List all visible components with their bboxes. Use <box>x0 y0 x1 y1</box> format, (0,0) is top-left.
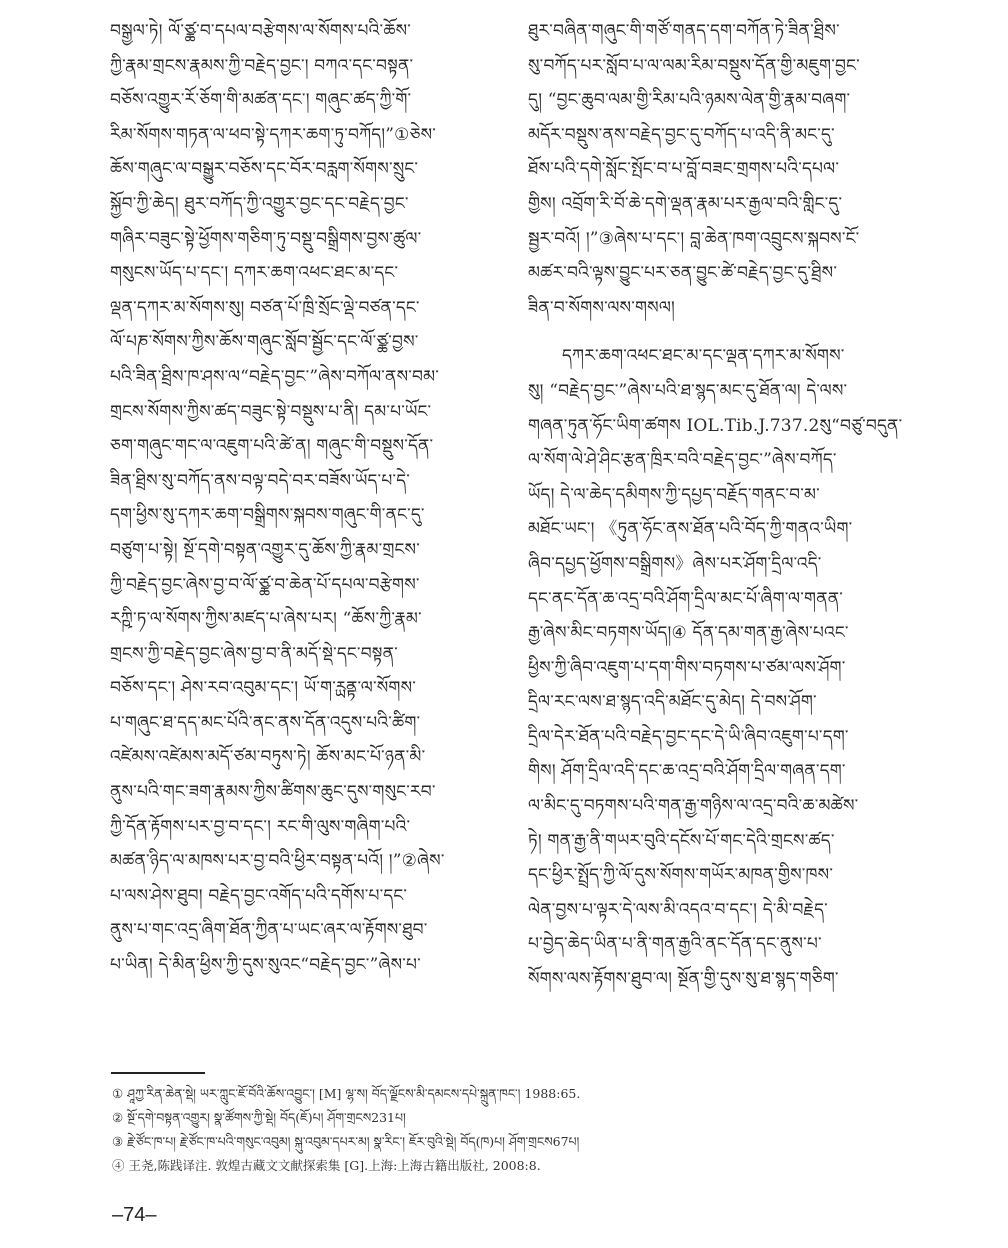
footnotes <box>112 1082 912 1178</box>
text-line: ཟིན་ཐྲིས་སུ་བཀོད་ནས་བལྟ་བདེ་བར་བཟོས་ཡོད་པ་དེ་ <box>110 470 411 491</box>
text-line: སུ། “བརྗེད་བྱང་”ཞེས་པའི་ཐ་སྙད་མང་དུ་ཐོན་ལ། དེ་ལས་ <box>528 380 848 401</box>
right-column <box>528 14 923 997</box>
text-line: ཞིབ་དཔྱད་ཕྱོགས་བསྒྲིགས》ཞེས་པར་ཤོག་དྲིལ་འདི་ <box>528 553 822 574</box>
text-line: ཡོད། དེ་ལ་ཆེད་དམིགས་ཀྱི་དཔྱད་བརྗོད་གནང་བ་མ་ <box>528 484 820 505</box>
text-line: པའི་ཟིན་ཐྲིས་ཁ་ཤས་ལ“བརྗེད་བྱང་”ཞེས་བཀོལ་ནས་བམ་ <box>110 366 440 387</box>
text-line: ལེན་བྱས་པ་ལྟར་དེ་ལས་མི་འདའ་བ་དང་། དེ་མི་བརྗེད་ <box>528 899 828 920</box>
text-line: པ་གཞུང་ཐ་དད་མང་པོའི་ནང་ནས་དོན་འདུས་པའི་ཚིག་ <box>110 712 421 733</box>
paragraph-gap <box>528 325 923 339</box>
text-line: སྐྱོབ་ཀྱི་ཆེད། ཐུར་བཀོད་ཀྱི་འགྱུར་བྱང་དང་བརྗེད་བྱང་ <box>110 193 409 214</box>
footnote-1: ① ཤཱཀྱ་རིན་ཆེན་སྡེ། ཡར་ཀླུང་ཇོ་བོའི་ཆོས་འབྱུང་། [M] ལྷ་ས། བོད་ལྗོངས་མི་དམངས་དཔེ་སྐྲུན་ཁང་། 1988:65. <box>112 1086 581 1101</box>
footnote-4: ④ 王尧,陈践译注. 敦煌古藏文文献探索集 [G].上海:上海古籍出版社, 2008:8. <box>112 1158 541 1173</box>
text-line: རཀྵི་ཏ་ལ་སོགས་ཀྱིས་མཛད་པ་ཞེས་པར། “ཆོས་ཀྱི་རྣམ་ <box>110 609 422 630</box>
text-line: དུ། “བྱང་ཆུབ་ལམ་གྱི་རིམ་པའི་ཉམས་ལེན་གྱི་རྣམ་བཞག་ <box>528 90 851 111</box>
text-line: གསུངས་ཡོད་པ་དང་། དཀར་ཆག་འཕང་ཐང་མ་དང་ <box>110 263 399 284</box>
text-line: ཀྱི་དོན་རྟོགས་པར་བྱ་བ་དང་། རང་གི་ལུས་གཞིག་པའི་ <box>110 816 411 837</box>
text-line: དང་ཕྱིར་སྤྲོད་ཀྱི་ལོ་དུས་སོགས་གཡོར་མཁན་གྱིས་ཁས་ <box>528 865 834 886</box>
text-line: དག་ཕྱིས་སུ་དཀར་ཆག་བསྒྲིགས་སྐབས་གཞུང་གི་ནང་དུ་ <box>110 505 425 526</box>
text-line: བཅོས་འགྱུར་རོ་ཅོག་གི་མཚན་དང་། གཞུང་ཚད་ཀྱི་གོ་ <box>110 90 412 111</box>
text-line: སོགས་ལས་རྟོགས་ཐུབ་ལ། སྔོན་གྱི་དུས་སུ་ཐ་སྙད་གཅིག་ <box>528 969 839 990</box>
text-line: ཕྱིས་ཀྱི་ཞིབ་འཇུག་པ་དག་གིས་བཏགས་པ་ཙམ་ལས་ཤོག་ <box>528 657 846 678</box>
text-line: སུ་བཀོད་པར་སློབ་པ་ལ་ལམ་རིམ་བསྡུས་དོན་གྱི་མཇུག་བྱང་ <box>528 55 860 76</box>
text-line: གྲངས་སོགས་ཀྱིས་ཚད་བཟུང་སྟེ་བསྡུས་པ་ནི། དམ་པ་ཡོང་ <box>110 401 432 422</box>
text-line: ཐོས་པའི་དགེ་སློང་སྤོང་བ་པ་བློ་བཟང་གྲགས་པའི་དཔལ་ <box>528 159 840 180</box>
text-line: ཀྱི་བརྗེད་བྱང་ཞེས་བྱ་བ་ལོ་ཙྪ་བ་ཆེན་པོ་དཔལ་བརྩེགས་ <box>110 574 420 595</box>
text-line: ནུས་པ་གང་འདྲ་ཞིག་ཐོན་ཀྱིན་པ་ཡང་ཞར་ལ་རྟོགས་ཐུབ་ <box>110 920 428 941</box>
page-number: –74– <box>112 1204 157 1226</box>
text-line: གཞིར་བཟུང་སྟེ་ཕྱོགས་གཅིག་ཏུ་བསྡུ་བསྒྲིགས་བྱས་ཚུལ་ <box>110 228 422 249</box>
text-line: ཏེ། གན་རྒྱ་ནི་གཡར་བུའི་དངོས་པོ་གང་དེའི་གྲངས་ཚད་ <box>528 830 835 851</box>
text-line: གཞན་ཏུན་ཧོང་ཡིག་ཚགས IOL.Tib.J.737.2སུ“བཙུ་བདུན་ <box>528 415 903 436</box>
text-line: གིས། ཤོག་དྲིལ་འདི་དང་ཆ་འདྲ་བའི་ཤོག་དྲིལ་གཞན་དག་ <box>528 761 846 782</box>
footnote-3: ③ རྗེ་ཙོང་ཁ་པ། རྗེ་ཙོང་ཁ་པའི་གསུང་འབུམ། སྐུ་འབུམ་དཔར་མ། སྣ་རིང་། ཇོར་བུའི་སྡེ། བོད(ཁ)པ། ཤོག་གྲངས67པ། <box>112 1134 580 1149</box>
footnote-2: ② སྔོ་དགེ་བསྟན་འགྱུར། སྣ་ཚོགས་ཀྱི་སྡེ། བོད(ཇོ)པ། ཤོག་གྲངས231པ། <box>112 1110 406 1125</box>
text-line: སྦྱར་བའོ། །”③ཞེས་པ་དང་། བླ་ཆེན་ཁག་འབྲུངས་སྐབས་ངོ་ <box>528 228 860 249</box>
text-line: གྲངས་ཀྱི་བརྗེད་བྱང་ཞེས་བྱ་བ་ནི་མདོ་སྡེ་དང་བསྟན་ <box>110 643 398 664</box>
footnote-divider <box>111 1072 205 1074</box>
text-line: རིམ་སོགས་གཏན་ལ་ཕབ་སྟེ་དཀར་ཆག་ཏུ་བཀོད།”①ཅེས་ <box>110 124 437 145</box>
text-line: ཐུར་བཞིན་གཞུང་གི་གཙོ་གནད་དག་བཀོན་ཏེ་ཟིན་ཐྲིས་ <box>528 21 840 41</box>
text-line: ལ་མིང་དུ་བཏགས་པའི་གན་རྒྱ་གཉིས་ལ་འདྲ་བའི་ཆ་མཚེས་ <box>528 796 859 817</box>
text-line: བསྒྱལ་ཏེ། ལོ་ཙྪ་བ་དཔལ་བརྩེགས་ལ་སོགས་པའི་ཆོས་ <box>110 21 412 41</box>
text-line: ལོ་པཎ་སོགས་ཀྱིས་ཆོས་གཞུང་སློབ་སྦྱོང་དང་ལོ་ཙྪ་བྱས་ <box>110 332 419 353</box>
text-line: ནུས་པའི་གང་ཟག་རྣམས་ཀྱིས་ཚིགས་ཆུང་དུས་གསུང་རབ་ <box>110 782 436 803</box>
text-line: འཛེམས་འཛེམས་མདོ་ཙམ་བཏུས་ཏེ། ཆོས་མང་པོ་ཉན་མི་ <box>110 747 426 768</box>
text-line: པ་བྱེད་ཆེད་ཡིན་པ་ནི་གན་རྒྱའི་ནང་དོན་དང་ནུས་པ་ <box>528 934 822 955</box>
text-line: མདོར་བསྡུས་ནས་བརྗེད་བྱང་དུ་བཀོད་པ་འདི་ནི་མང་དུ་ <box>528 124 835 145</box>
text-line: མཚར་བའི་ལྟས་བྱུང་པར་ཅན་བྱུང་ཚེ་བརྗེད་བྱང་དུ་ཐྲིས་ <box>528 263 838 284</box>
text-line: དྲིལ་དེར་ཐོན་པའི་བརྗེད་བྱང་དང་དེ་ཡི་ཞིབ་འཇུག་པ་དག་ <box>528 726 849 747</box>
text-line: ལ་སོག་ལེ་ཤེ་ཤིང་རྩན་ཁྲིར་བའི་བརྗེད་བྱང་”ཞེས་བཀོད་ <box>528 450 837 471</box>
text-line: གྱིས། འབྲོག་རི་བོ་ཆེ་དགེ་ལྡན་རྣམ་པར་རྒྱལ་བའི་གླིང་དུ་ <box>528 193 843 214</box>
text-line: དང་ནང་དོན་ཆ་འདྲ་བའི་ཤོག་དྲིལ་མང་པོ་ཞིག་ལ་གནན་ <box>528 588 844 609</box>
text-line: དཀར་ཆག་འཕང་ཐང་མ་དང་ལྡན་དཀར་མ་སོགས་ <box>562 346 845 367</box>
text-line: ཆོས་གཞུང་ལ་བསྒྱུར་བཅོས་དང་བོར་བརླག་སོགས་སྲུང་ <box>110 159 419 180</box>
text-line: ཟིན་བ་སོགས་ལས་གསལ། <box>528 297 676 318</box>
text-line: ཅག་གཞུང་གང་ལ་འཇུག་པའི་ཚེ་ན། གཞུང་གི་བསྡུས་དོན་ <box>110 436 434 457</box>
text-line: དྲིལ་རང་ལས་ཐ་སྙད་འདི་མཐོང་དུ་མེད། དེ་བས་ཤོག་ <box>528 692 817 713</box>
left-column <box>110 14 508 983</box>
text-line: པ་ཡིན། དེ་མིན་ཕྱིས་ཀྱི་དུས་སུའང“བརྗེད་བྱང་”ཞེས་པ་ <box>110 955 421 976</box>
text-line: བཅོས་དང་། ཤེས་རབ་འབུམ་དང་། ཡོ་ག་ཪྻནྟ་ལ་སོགས་ <box>110 678 417 699</box>
text-line: མཚན་ཉིད་ལ་མཁས་པར་བྱ་བའི་ཕྱིར་བསྟན་པའོ། །”②ཞེས་ <box>110 851 445 872</box>
text-line: རྒྱ་ཞེས་མིང་བཏགས་ཡོད།④ དོན་དམ་གན་རྒྱ་ཞེས་པའང་ <box>528 623 849 644</box>
text-line: པ་ལས་ཤེས་ཐུབ། བརྗེད་བྱང་འགོད་པའི་དགོས་པ་དང་ <box>110 885 408 906</box>
text-line: བཙུག་པ་སྟེ། སྔོ་དགེ་བསྟན་འགྱུར་དུ་ཆོས་ཀྱི་རྣམ་གྲངས་ <box>110 539 420 560</box>
text-line: ལྡན་དཀར་མ་སོགས་སུ། བཙན་པོ་ཁྲི་སྲོང་ལྡེ་བཙན་དང་ <box>110 297 420 318</box>
text-line: མཐོང་ཡང་། 《ཏུན་ཧོང་ནས་ཐོན་པའི་བོད་ཀྱི་གནའ་ཡིག་ <box>528 519 853 540</box>
text-line: ཀྱི་རྣམ་གྲངས་རྣམས་ཀྱི་བརྗེད་བྱང་། བཀའ་དང་བསྟན་ <box>110 55 414 76</box>
